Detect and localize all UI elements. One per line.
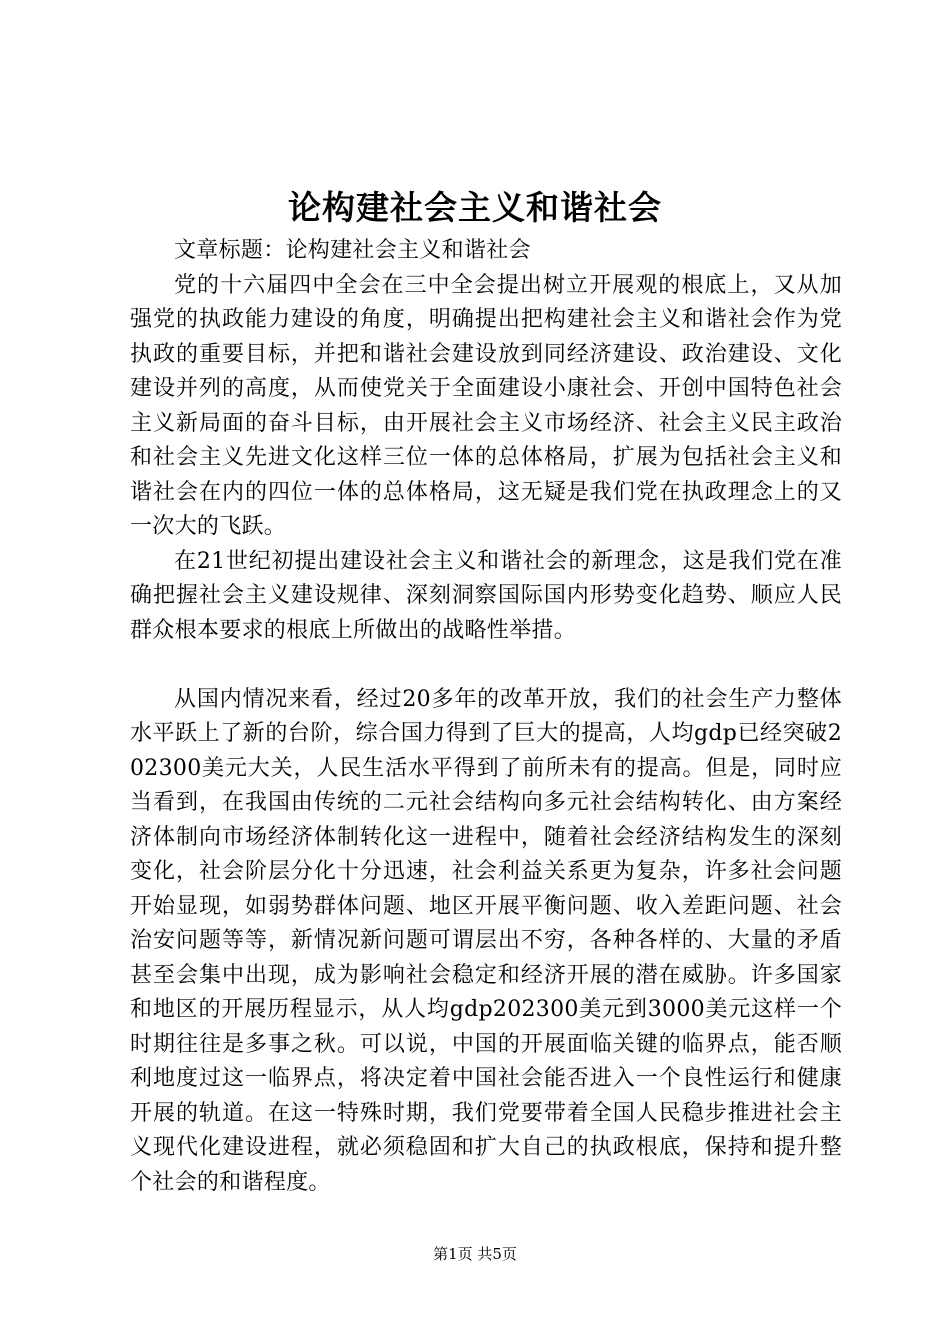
page-footer: 第1页 共5页 <box>433 1245 517 1263</box>
paragraph-3: 从国内情况来看，经过20多年的改革开放，我们的社会生产力整体水平跃上了新的台阶，综合国力得到了巨大的提高，人均gdp已经突破202300美元大关，人民生活水平得到了前所未有的提高。但是，同时应当看到，在我国由传统的二元社会结构向多元社会结构转化、由方案经济体制向市场经济体制转化这一进程中，随着社会经济结构发生的深刻变化，社会阶层分化十分迅速，社会利益关系更为复杂，许多社会问题开始显现，如弱势群体问题、地区开展平衡问题、收入差距问题、社会治安问题等等，新情况新问题可谓层出不穷，各种各样的、大量的矛盾甚至会集中出现，成为影响社会稳定和经济开展的潜在威胁。许多国家和地区的开展历程显示，从人均gdp202300美元到3000美元这样一个时期往往是多事之秋。可以说，中国的开展面临关键的临界点，能否顺利地度过这一临界点，将决定着中国社会能否进入一个良性运行和健康开展的轨道。在这一特殊时期，我们党要带着全国人民稳步推进社会主义现代化建设进程，就必须稳固和扩大自己的执政根底，保持和提升整个社会的和谐程度。 <box>130 686 842 1195</box>
document-title: 论构建社会主义和谐社会 <box>288 188 662 227</box>
paragraph-1: 党的十六届四中全会在三中全会提出树立开展观的根底上，又从加强党的执政能力建设的角度，明确提出把构建社会主义和谐社会作为党执政的重要目标，并把和谐社会建设放到同经济建设、政治建设、文化建设并列的高度，从而使党关于全面建设小康社会、开创中国特色社会主义新局面的奋斗目标，由开展社会主义市场经济、社会主义民主政治和社会主义先进文化这样三位一体的总体格局，扩展为包括社会主义和谐社会在内的四位一体的总体格局，这无疑是我们党在执政理念上的又一次大的飞跃。 <box>130 272 842 539</box>
paragraph-2: 在21世纪初提出建设社会主义和谐社会的新理念，这是我们党在准确把握社会主义建设规律、深刻洞察国际国内形势变化趋势、顺应人民群众根本要求的根底上所做出的战略性举措。 <box>130 548 842 643</box>
article-title-line: 文章标题：论构建社会主义和谐社会 <box>174 238 531 263</box>
paragraph-spacer <box>130 648 842 683</box>
document-body <box>130 234 842 1200</box>
